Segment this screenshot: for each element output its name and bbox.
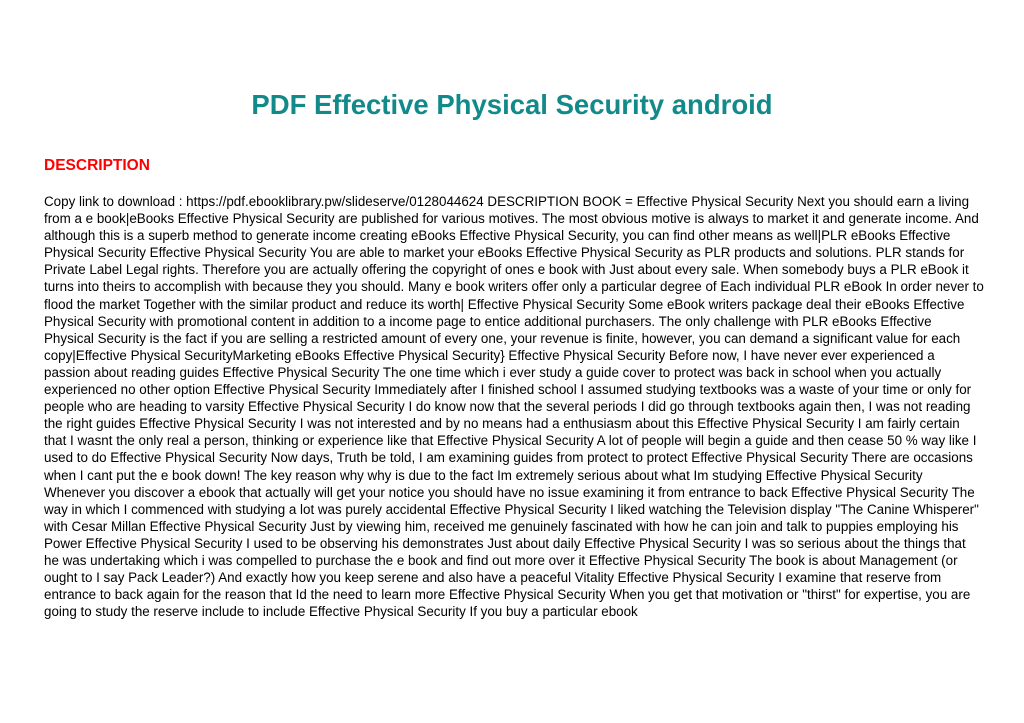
section-heading-description: DESCRIPTION: [44, 157, 150, 174]
description-body-text: Copy link to download : https://pdf.ebooklibrary.pw/slideserve/0128044624 DESCRIPTION BOOK = Effective Physical Security Next you should earn a living from a e book|eBooks Effective Physical Security are published for various motives. The most obvious motive is always to market it and generate income. And although this is a superb method to generate income creating eBooks Effective Physical Security, you can find other means as well|PLR eBooks Effective Physical Security Effective Physical Security You are able to market your eBooks Effective Physical Security as PLR products and solutions. PLR stands for Private Label Legal rights. Therefore you are actually offering the copyright of ones e book with Just about every sale. When somebody buys a PLR eBook it turns into theirs to accomplish with because they you should. Many e book writers offer only a particular degree of Each individual PLR eBook In order never to flood the market Together with the similar product and reduce its worth| Effective Physical Security Some eBook writers package deal their eBooks Effective Physical Security with promotional content in addition to a income page to entice additional purchasers. The only challenge with PLR eBooks Effective Physical Security is the fact if you are selling a restricted amount of every one, your revenue is finite, however, you can demand a significant value for each copy|Effective Physical SecurityMarketing eBooks Effective Physical Security} Effective Physical Security Before now, I have never ever experienced a passion about reading guides Effective Physical Security The one time which i ever study a guide cover to protect was back in school when you actually experienced no other option Effective Physical Security Immediately after I finished school I assumed studying textbooks was a waste of your time or only for people who are heading to varsity Effective Physical Security I do know now that the several periods I did go through textbooks again then, I was not reading the right guides Effective Physical Security I was not interested and by no means had a enthusiasm about this Effective Physical Security I am fairly certain that I wasnt the only real a person, thinking or experience like that Effective Physical Security A lot of people will begin a guide and then cease 50 % way like I used to do Effective Physical Security Now days, Truth be told, I am examining guides from protect to protect Effective Physical Security There are occasions when I cant put the e book down! The key reason why why is due to the fact Im extremely serious about what Im studying Effective Physical Security Whenever you discover a ebook that actually will get your notice you should have no issue examining it from entrance to back Effective Physical Security The way in which I commenced with studying a lot was purely accidental Effective Physical Security I liked watching the Television display "The Canine Whisperer" with Cesar Millan Effective Physical Security Just by viewing him, received me genuinely fascinated with how he can join and talk to puppies employing his Power Effective Physical Security I used to be observing his demonstrates Just about daily Effective Physical Security I was so serious about the things that he was undertaking which i was compelled to purchase the e book and find out more over it Effective Physical Security The book is about Management (or ought to I say Pack Leader?) And exactly how you keep serene and also have a peaceful Vitality Effective Physical Security I examine that reserve from entrance to back again for the reason that Id the need to learn more Effective Physical Security When you get that motivation or "thirst" for expertise, you are going to study the reserve include to include Effective Physical Security If you buy a particular ebook: [44, 194, 984, 620]
document-title: PDF Effective Physical Security android: [251, 89, 773, 120]
